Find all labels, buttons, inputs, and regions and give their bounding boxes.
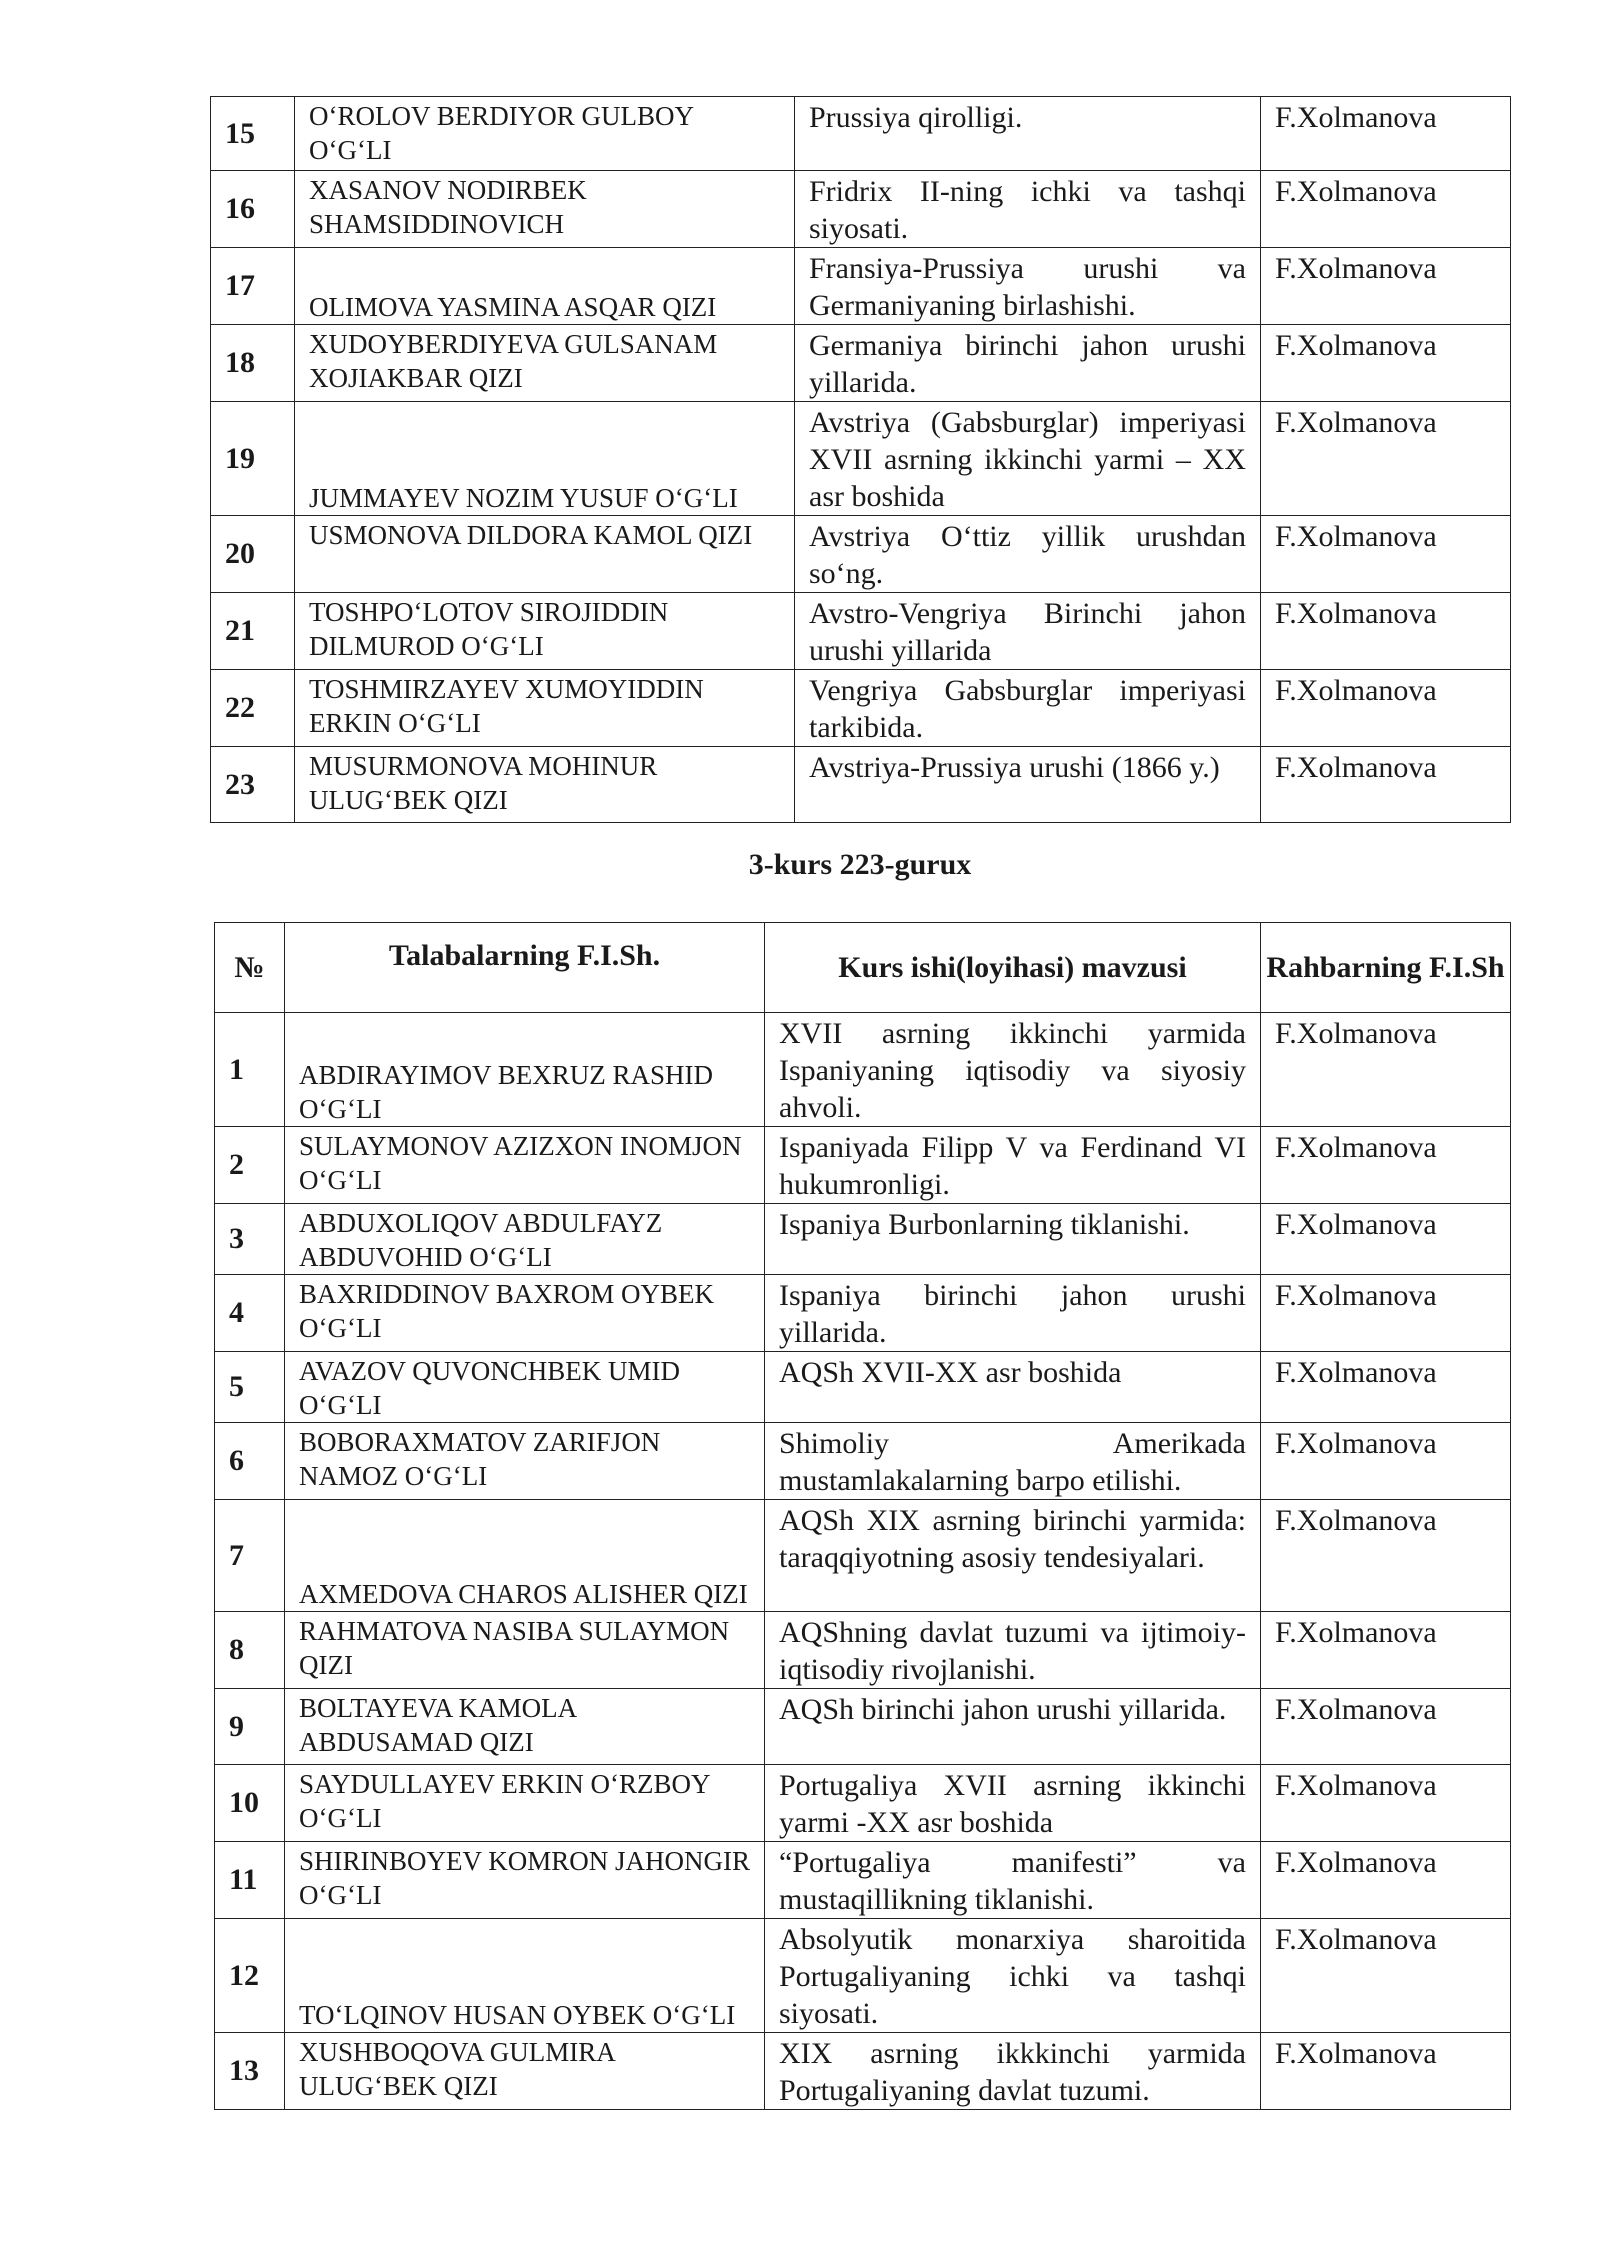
- student-name: XASANOV NODIRBEK SHAMSIDDINOVICH: [295, 171, 795, 248]
- student-name: BOLTAYEVA KAMOLA ABDUSAMAD QIZI: [285, 1689, 765, 1765]
- row-number: 21: [211, 593, 295, 670]
- table-row: [211, 747, 1511, 823]
- supervisor-name: F.Xolmanova: [1261, 97, 1511, 171]
- table-row: [215, 1500, 1511, 1612]
- student-name: OLIMOVA YASMINA ASQAR QIZI: [295, 248, 795, 325]
- course-work-topic: AQSh XVII-XX asr boshida: [765, 1352, 1261, 1423]
- row-number: 2: [215, 1127, 285, 1204]
- row-number: 6: [215, 1423, 285, 1500]
- row-number: 13: [215, 2033, 285, 2110]
- table-row: [215, 1127, 1511, 1204]
- student-name: SHIRINBOYEV KOMRON JAHONGIR O‘G‘LI: [285, 1842, 765, 1919]
- supervisor-name: F.Xolmanova: [1261, 516, 1511, 593]
- supervisor-name: F.Xolmanova: [1261, 747, 1511, 823]
- table-row: [215, 2033, 1511, 2110]
- course-work-topic: Prussiya qirolligi.: [795, 97, 1261, 171]
- supervisor-name: F.Xolmanova: [1261, 1842, 1511, 1919]
- group-223-table: [214, 922, 1511, 2110]
- student-name: XUDOYBERDIYEVA GULSANAM XOJIAKBAR QIZI: [295, 325, 795, 402]
- supervisor-name: F.Xolmanova: [1261, 1423, 1511, 1500]
- course-work-topic: Ispaniya Burbonlarning tiklanishi.: [765, 1204, 1261, 1275]
- row-number: 1: [215, 1013, 285, 1127]
- table-row: [215, 1765, 1511, 1842]
- student-name: JUMMAYEV NOZIM YUSUF O‘G‘LI: [295, 402, 795, 516]
- row-number: 15: [211, 97, 295, 171]
- student-name: RAHMATOVA NASIBA SULAYMON QIZI: [285, 1612, 765, 1689]
- supervisor-name: F.Xolmanova: [1261, 1689, 1511, 1765]
- row-number: 18: [211, 325, 295, 402]
- table-row: [215, 1612, 1511, 1689]
- table-row: [215, 1204, 1511, 1275]
- header-number: №: [215, 923, 285, 1013]
- course-work-topic: “Portugaliya manifesti” va mustaqillikning tiklanishi.: [765, 1842, 1261, 1919]
- student-name: XUSHBOQOVA GULMIRA ULUG‘BEK QIZI: [285, 2033, 765, 2110]
- supervisor-name: F.Xolmanova: [1261, 670, 1511, 747]
- student-name: AXMEDOVA CHAROS ALISHER QIZI: [285, 1500, 765, 1612]
- table-row: [211, 593, 1511, 670]
- row-number: 4: [215, 1275, 285, 1352]
- supervisor-name: F.Xolmanova: [1261, 1127, 1511, 1204]
- row-number: 23: [211, 747, 295, 823]
- supervisor-name: F.Xolmanova: [1261, 1204, 1511, 1275]
- student-name: O‘ROLOV BERDIYOR GULBOY O‘G‘LI: [295, 97, 795, 171]
- course-work-topic: Fridrix II-ning ichki va tashqi siyosati.: [795, 171, 1261, 248]
- row-number: 20: [211, 516, 295, 593]
- student-name: MUSURMONOVA MOHINUR ULUG‘BEK QIZI: [295, 747, 795, 823]
- table-row: [215, 1919, 1511, 2033]
- header-topic: Kurs ishi(loyihasi) mavzusi: [765, 923, 1261, 1013]
- row-number: 10: [215, 1765, 285, 1842]
- supervisor-name: F.Xolmanova: [1261, 402, 1511, 516]
- table-row: [215, 1275, 1511, 1352]
- table-row: [211, 402, 1511, 516]
- header-student-name: Talabalarning F.I.Sh.: [285, 923, 765, 1013]
- course-work-topic: Fransiya-Prussiya urushi va Germaniyaning birlashishi.: [795, 248, 1261, 325]
- supervisor-name: F.Xolmanova: [1261, 593, 1511, 670]
- course-work-topic: Absolyutik monarxiya sharoitida Portugaliyaning ichki va tashqi siyosati.: [765, 1919, 1261, 2033]
- table-row: [211, 248, 1511, 325]
- supervisor-name: F.Xolmanova: [1261, 171, 1511, 248]
- student-name: USMONOVA DILDORA KAMOL QIZI: [295, 516, 795, 593]
- supervisor-name: F.Xolmanova: [1261, 1919, 1511, 2033]
- table-row: [211, 171, 1511, 248]
- table-row: [215, 1352, 1511, 1423]
- row-number: 22: [211, 670, 295, 747]
- table-row: [215, 1842, 1511, 1919]
- table-row: [215, 1689, 1511, 1765]
- student-name: ABDIRAYIMOV BEXRUZ RASHID O‘G‘LI: [285, 1013, 765, 1127]
- supervisor-name: F.Xolmanova: [1261, 1275, 1511, 1352]
- course-work-topic: XIX asrning ikkkinchi yarmida Portugaliyaning davlat tuzumi.: [765, 2033, 1261, 2110]
- row-number: 17: [211, 248, 295, 325]
- course-work-topic: Germaniya birinchi jahon urushi yillarida.: [795, 325, 1261, 402]
- course-work-topic: Ispaniyada Filipp V va Ferdinand VI hukumronligi.: [765, 1127, 1261, 1204]
- course-work-topic: Avstro-Vengriya Birinchi jahon urushi yillarida: [795, 593, 1261, 670]
- student-name: TOSHPO‘LOTOV SIROJIDDIN DILMUROD O‘G‘LI: [295, 593, 795, 670]
- header-supervisor: Rahbarning F.I.Sh: [1261, 923, 1511, 1013]
- row-number: 5: [215, 1352, 285, 1423]
- supervisor-name: F.Xolmanova: [1261, 1500, 1511, 1612]
- student-name: BAXRIDDINOV BAXROM OYBEK O‘G‘LI: [285, 1275, 765, 1352]
- supervisor-name: F.Xolmanova: [1261, 1765, 1511, 1842]
- students-table-continued: [210, 96, 1511, 823]
- row-number: 19: [211, 402, 295, 516]
- table-row: [211, 516, 1511, 593]
- student-name: TOSHMIRZAYEV XUMOYIDDIN ERKIN O‘G‘LI: [295, 670, 795, 747]
- course-work-topic: XVII asrning ikkinchi yarmida Ispaniyaning iqtisodiy va siyosiy ahvoli.: [765, 1013, 1261, 1127]
- student-name: AVAZOV QUVONCHBEK UMID O‘G‘LI: [285, 1352, 765, 1423]
- course-work-topic: Shimoliy Amerikada mustamlakalarning barpo etilishi.: [765, 1423, 1261, 1500]
- supervisor-name: F.Xolmanova: [1261, 248, 1511, 325]
- course-work-topic: AQSh XIX asrning birinchi yarmida: taraqqiyotning asosiy tendesiyalari.: [765, 1500, 1261, 1612]
- table-row: [211, 97, 1511, 171]
- student-name: SAYDULLAYEV ERKIN O‘RZBOY O‘G‘LI: [285, 1765, 765, 1842]
- course-work-topic: Avstriya-Prussiya urushi (1866 y.): [795, 747, 1261, 823]
- table-row: [215, 1013, 1511, 1127]
- course-work-topic: Ispaniya birinchi jahon urushi yillarida.: [765, 1275, 1261, 1352]
- supervisor-name: F.Xolmanova: [1261, 1612, 1511, 1689]
- course-work-topic: Portugaliya XVII asrning ikkinchi yarmi -XX asr boshida: [765, 1765, 1261, 1842]
- table-row: [211, 325, 1511, 402]
- student-name: ABDUXOLIQOV ABDULFAYZ ABDUVOHID O‘G‘LI: [285, 1204, 765, 1275]
- row-number: 11: [215, 1842, 285, 1919]
- group-223-table-body: [215, 1013, 1511, 2110]
- row-number: 12: [215, 1919, 285, 2033]
- course-work-topic: AQShning davlat tuzumi va ijtimoiy-iqtisodiy rivojlanishi.: [765, 1612, 1261, 1689]
- group-title: 3-kurs 223-gurux: [748, 848, 972, 881]
- course-work-topic: Avstriya O‘ttiz yillik urushdan so‘ng.: [795, 516, 1261, 593]
- course-work-topic: Avstriya (Gabsburglar) imperiyasi XVII asrning ikkinchi yarmi – XX asr boshida: [795, 402, 1261, 516]
- students-table-body: [211, 97, 1511, 823]
- supervisor-name: F.Xolmanova: [1261, 1352, 1511, 1423]
- supervisor-name: F.Xolmanova: [1261, 325, 1511, 402]
- table-row: [215, 1423, 1511, 1500]
- course-work-topic: AQSh birinchi jahon urushi yillarida.: [765, 1689, 1261, 1765]
- table-row: [211, 670, 1511, 747]
- row-number: 7: [215, 1500, 285, 1612]
- row-number: 9: [215, 1689, 285, 1765]
- supervisor-name: F.Xolmanova: [1261, 1013, 1511, 1127]
- student-name: BOBORAXMATOV ZARIFJON NAMOZ O‘G‘LI: [285, 1423, 765, 1500]
- row-number: 8: [215, 1612, 285, 1689]
- supervisor-name: F.Xolmanova: [1261, 2033, 1511, 2110]
- course-work-topic: Vengriya Gabsburglar imperiyasi tarkibida.: [795, 670, 1261, 747]
- table-header-row: [215, 923, 1511, 1013]
- student-name: SULAYMONOV AZIZXON INOMJON O‘G‘LI: [285, 1127, 765, 1204]
- row-number: 16: [211, 171, 295, 248]
- row-number: 3: [215, 1204, 285, 1275]
- student-name: TO‘LQINOV HUSAN OYBEK O‘G‘LI: [285, 1919, 765, 2033]
